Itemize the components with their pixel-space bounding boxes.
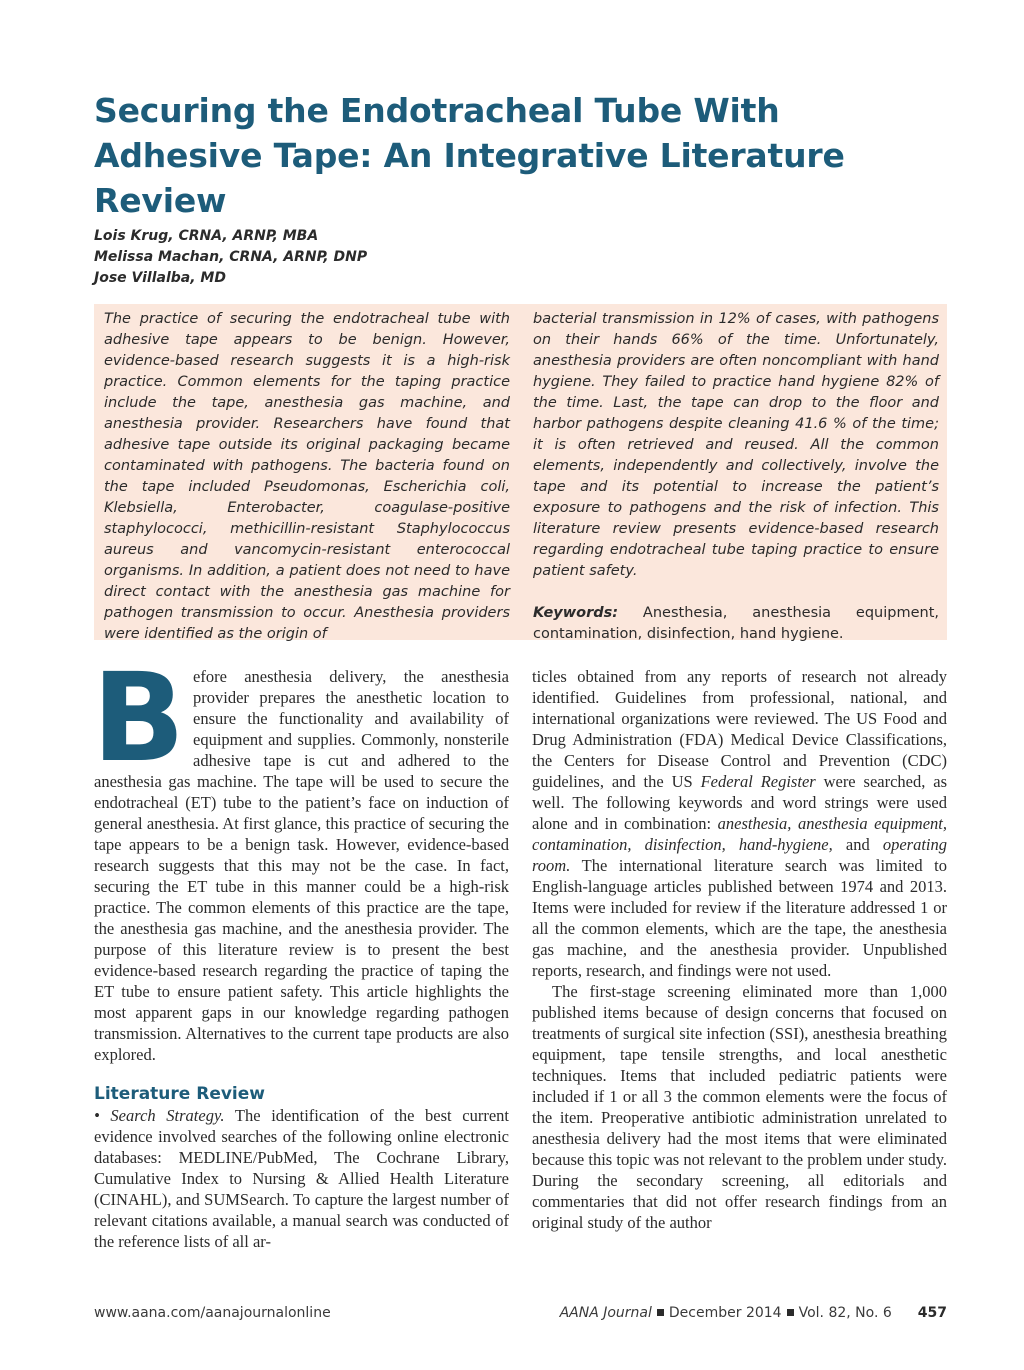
search-continued-text-b: were searched, as well. The following keywords and word strings were used alone and in combination: [532, 772, 947, 833]
issue-date: December 2014 [668, 1305, 782, 1321]
intro-text: efore anesthesia delivery, the anesthesia provider prepares the anesthetic location to ensure the functionality and availability of equipment and supplies. Commonly, nonsterile adhesive tape is cut and adhered to the anesthesia gas machine. The tape will be used to secure the endotracheal (ET) tube to the patient’s face on induction of general anesthesia. At first glance, this practice of securing the tape appears to be a benign task. However, evidence-based research suggests that this may not be the case. In fact, securing the ET tube in this manner could be a high-risk practice. The common elements of this practice are the tape, the anesthesia gas machine, and the anesthesia provider. The purpose of this literature review is to present the best evidence-based research regarding the practice of taping the ET tube to ensure patient safety. This article highlights the most apparent gaps in our knowledge regarding pathogen transmission. Alternatives to the current tape products are also explored. [94, 667, 509, 1064]
abstract-left-column [104, 309, 510, 645]
footer-url[interactable]: www.aana.com/aanajournalonline [94, 1305, 331, 1321]
search-continued-paragraph [532, 666, 947, 981]
author-3: Jose Villalba, MD [94, 270, 226, 286]
body-left-column [92, 647, 510, 1252]
separator-square-icon [657, 1309, 664, 1316]
author-1: Lois Krug, CRNA, ARNP, MBA [94, 228, 319, 244]
journal-name: AANA Journal [559, 1305, 652, 1321]
search-continued-text-c: The international literature search was limited to English-language articles published between 1974 and 2013. Items were included for review if the literature addressed 1 or all the common elements, which are the tape, the anesthesia gas machine, and the anesthesia provider. Unpublished reports, research, and findings were not used. [532, 856, 948, 980]
abstract-right-column [533, 309, 939, 645]
search-continued-text-a: ticles obtained from any reports of research not already identified. Guidelines from professional, national, and international organizations were reviewed. The US Food and Drug Administration (FDA) Medical Device Classifications, the Centers for Disease Control and Prevention (CDC) guidelines, and the US [532, 667, 947, 791]
search-strategy-text: The identification of the best current evidence involved searches of the following online electronic databases: MEDLINE/PubMed, The Cochrane Library, Cumulative Index to Nursing & Allied Health Literature (CINAHL), and SUMSearch. To capture the largest number of relevant citations available, a manual search was conducted of the reference lists of all ar- [94, 1106, 510, 1251]
abstract-text-part-1: The practice of securing the endotracheal tube with adhesive tape appears to be benign. However, evidence-based research suggests it is a high-risk practice. Common elements for the taping practice include the tape, anesthesia gas machine, and anesthesia provider. Researchers have found that adhesive tape outside its original packaging became contaminated with pathogens. The bacteria found on the tape included Pseudomonas, Escherichia coli, Klebsiella, Enterobacter, coagulase-positive staphylococci, methicillin-resistant Staphylococcus aureus and vancomycin-resistant enterococcal organisms. In addition, a patient does not need to have direct contact with the anesthesia gas machine for pathogen transmission to occur. Anesthesia providers were identified as the origin of [104, 311, 510, 642]
volume-issue: Vol. 82, No. 6 [798, 1305, 892, 1321]
abstract-text-part-2: bacterial transmission in 12% of cases, with pathogens on their hands 66% of the time. Unfortunately, anesthesia providers are often noncompliant with hand hygiene. They failed to practice hand hygiene 82% of the time. Last, the tape can drop to the floor and harbor pathogens despite cleaning 41.6 % of the time; it is often retrieved and reused. All the common elements, independently and collectively, involve the tape and its potential to increase the patient’s exposure to pathogens and the risk of infection. This literature review presents evidence-based research regarding endotracheal tube taping practice to ensure patient safety. [533, 311, 939, 579]
body-right-column [532, 666, 947, 1233]
keywords [533, 603, 939, 645]
conjunction-text: and [845, 835, 870, 854]
keywords-text: Anesthesia, anesthesia equipment, contamination, disinfection, hand hygiene. [533, 605, 940, 642]
keyword-terms: anesthesia, anesthesia equipment, contamination, disinfection, hand-hygiene, [532, 814, 947, 854]
article-title: Securing the Endotracheal Tube With Adhesive Tape: An Integrative Literature Review [94, 91, 845, 220]
search-strategy-subhead: • Search Strategy. [94, 1106, 225, 1125]
federal-register-term: Federal Register [700, 772, 816, 791]
abstract-box [94, 304, 947, 640]
author-2: Melissa Machan, CRNA, ARNP, DNP [94, 249, 368, 265]
screening-paragraph: The first-stage screening eliminated more than 1,000 published items because of design concerns that focused on treatments of surgical site infection (SSI), anesthesia breathing equipment, tape tensile strengths, and local anesthetic techniques. Items that included pediatric patients were included if 1 or all 3 the common elements were the focus of the item. Preoperative antibiotic administration unrelated to anesthesia delivery had the most items that were eliminated because this topic was not relevant to the problem under study. During the secondary screening, all editorials and commentaries that did not offer research findings from an original study of the author [532, 982, 947, 1232]
author-list [94, 226, 367, 289]
intro-paragraph [92, 647, 509, 1065]
keywords-label: Keywords: [533, 605, 619, 621]
footer-citation [560, 1304, 947, 1322]
search-strategy-paragraph [94, 1105, 509, 1252]
page-number: 457 [917, 1305, 947, 1321]
drop-cap: B [92, 647, 185, 789]
separator-square-icon [787, 1309, 794, 1316]
section-heading-literature-review: Literature Review [94, 1084, 265, 1104]
operating-room-term: operating room. [532, 835, 947, 875]
